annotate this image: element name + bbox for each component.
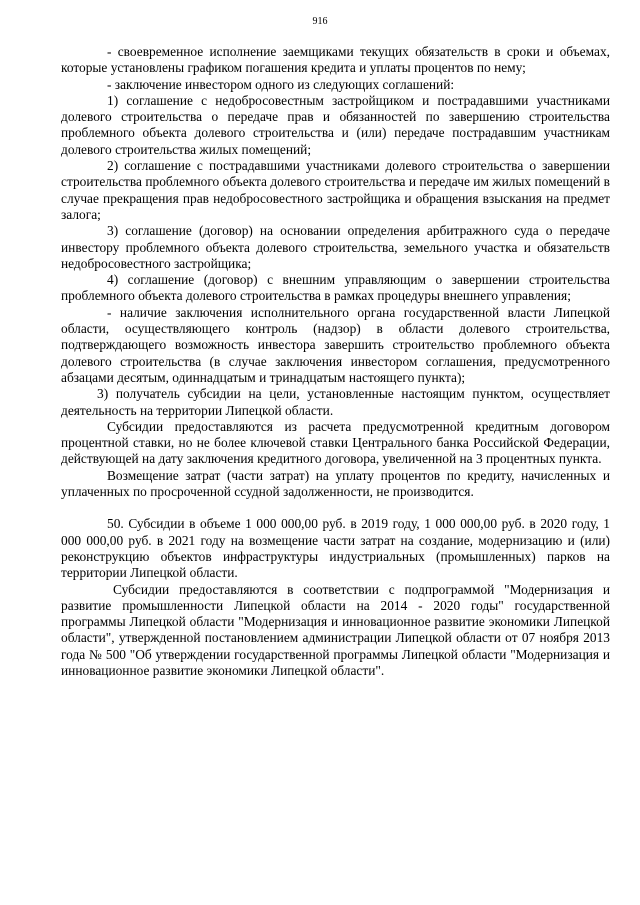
- paragraph-subprogram: Субсидии предоставляются в соответствии с подпрограммой "Модернизация и развитие промышленности Липецкой области на 2014 - 2020 годы" государственной программы Липецкой области "Модернизация и инновационное развитие экономики Липецкой области", утвержденной постановлением администрации Липецкой области от 07 ноября 2013 года № 500 "Об утверждении государственной программы Липецкой области "Модернизация и инновационное развитие экономики Липецкой области".: [61, 581, 610, 678]
- paragraph-repayment: - своевременное исполнение заемщиками текущих обязательств в сроки и объемах, которые установлены графиком погашения кредита и уплаты процентов по нему;: [61, 44, 610, 76]
- paragraph-control-conclusion: - наличие заключения исполнительного органа государственной власти Липецкой области, осуществляющего контроль (надзор) в области долевого строительства, подтверждающего возможность инвестора завершить строительство проблемного объекта долевого строительства (в случае заключения инвестором соглашения, предусмотренного абзацами десятым, одиннадцатым и тринадцатым настоящего пункта);: [61, 304, 610, 385]
- paragraph-agreement-1: 1) соглашение с недобросовестным застройщиком и пострадавшими участниками долевого строительства о передаче прав и обязанностей по завершению строительства проблемного объекта долевого строительства и (или) передаче пострадавшим участникам долевого строительства жилых помещений;: [61, 92, 610, 157]
- paragraph-recipient-territory: 3) получатель субсидии на цели, установленные настоящим пунктом, осуществляет деятельность на территории Липецкой области.: [61, 386, 610, 418]
- paragraph-rate-calculation: Субсидии предоставляются из расчета предусмотренной кредитным договором процентной ставки, но не более ключевой ставки Центрального банка Российской Федерации, действующей на дату заключения кредитного договора, увеличенной на 3 процентных пункта.: [61, 418, 610, 467]
- page-number: 916: [312, 16, 328, 27]
- paragraph-agreements-intro: - заключение инвестором одного из следующих соглашений:: [107, 76, 455, 92]
- paragraph-agreement-3: 3) соглашение (договор) на основании определения арбитражного суда о передаче инвестору проблемного объекта долевого строительства, земельного участка и обязательств недобросовестного застройщика;: [61, 223, 610, 271]
- paragraph-agreement-2: 2) соглашение с пострадавшими участниками долевого строительства о завершении строительства проблемного объекта долевого строительства и передаче им жилых помещений в случае прекращения прав недобросовестного застройщика и обращения взыскания на предмет залога;: [61, 158, 610, 222]
- paragraph-overdue-exclusion: Возмещение затрат (части затрат) на уплату процентов по кредиту, начисленных и уплаченных по просроченной ссудной задолженности, не производится.: [61, 467, 610, 500]
- document-body: [61, 44, 610, 679]
- paragraph-item-50: 50. Субсидии в объеме 1 000 000,00 руб. в 2019 году, 1 000 000,00 руб. в 2020 году, 1 000 000,00 руб. в 2021 году на возмещение части затрат на создание, модернизацию и (или) реконструкцию объектов инфраструктуры индустриальных (промышленных) парков на территории Липецкой области.: [61, 516, 610, 581]
- paragraph-agreement-4: 4) соглашение (договор) с внешним управляющим о завершении строительства проблемного объекта долевого строительства в рамках процедуры внешнего управления;: [61, 272, 610, 304]
